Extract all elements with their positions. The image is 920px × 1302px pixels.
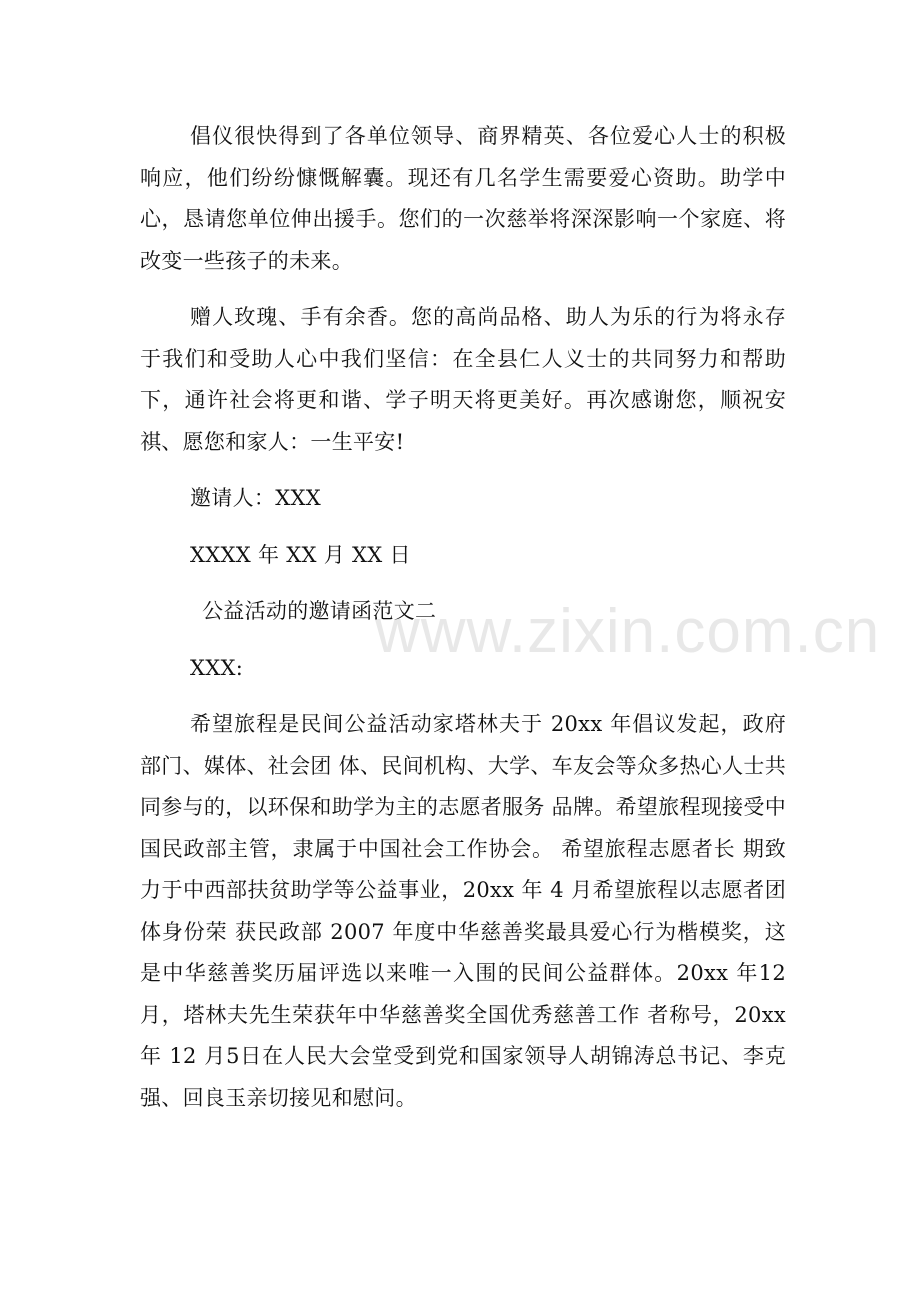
paragraph-gap <box>140 463 786 478</box>
paragraph-gap <box>140 520 786 535</box>
paragraph-gap <box>140 282 786 297</box>
salutation: XXX: <box>190 655 244 680</box>
date-line: XXXX 年 XX 月 XX 日 <box>190 542 411 567</box>
paragraph-gap <box>140 689 786 704</box>
paragraph-hope-journey: 希望旅程是民间公益活动家塔林夫于 20xx 年倡议发起，政府部门、媒体、社会团 体、民间机构、大学、车友会等众多热心人士共同参与的，以环保和助学为主的志愿者服务 品牌。希望旅程现接受中国民政部主管，隶属于中国社会工作协会。 希望旅程志愿者长 期致力于中西部扶贫助学等公益事业，20xx 年 4 月希望旅程以志愿者团体身份荣 获民政部 2007 年度中华慈善奖最具爱心行为楷模奖，这是中华慈善奖历届评选以来唯一入围的民间公益群体。20xx 年12月，塔林夫先生荣获年中华慈善奖全国优秀慈善工作 者称号，20xx 年 12 月5日在人民大会堂受到党和国家领导人胡锦涛总书记、李克强、回良玉亲切接见和慰问。 <box>140 712 786 1110</box>
inviter-line: 邀请人：XXX <box>190 486 321 510</box>
paragraph-gap <box>140 576 786 591</box>
paragraph-closing: 赠人玫瑰、手有余香。您的高尚品格、助人为乐的行为将永存于我们和受助人心中我们坚信：在全县仁人义士的共同努力和帮助下，通许社会将更和谐、学子明天将更美好。再次感谢您，顺祝安祺、愿您和家人：一生平安! <box>140 305 786 454</box>
section-title: 公益活动的邀请函范文二 <box>202 599 437 623</box>
site-watermark: www.zixin.com.cn <box>375 597 881 666</box>
paragraph-response: 倡仪很快得到了各单位领导、商界精英、各位爱心人士的积极响应，他们纷纷慷慨解囊。现还有几名学生需要爱心资助。助学中心，恳请您单位伸出援手。您们的一次慈举将深深影响一个家庭、将改变一些孩子的未来。 <box>140 124 786 273</box>
